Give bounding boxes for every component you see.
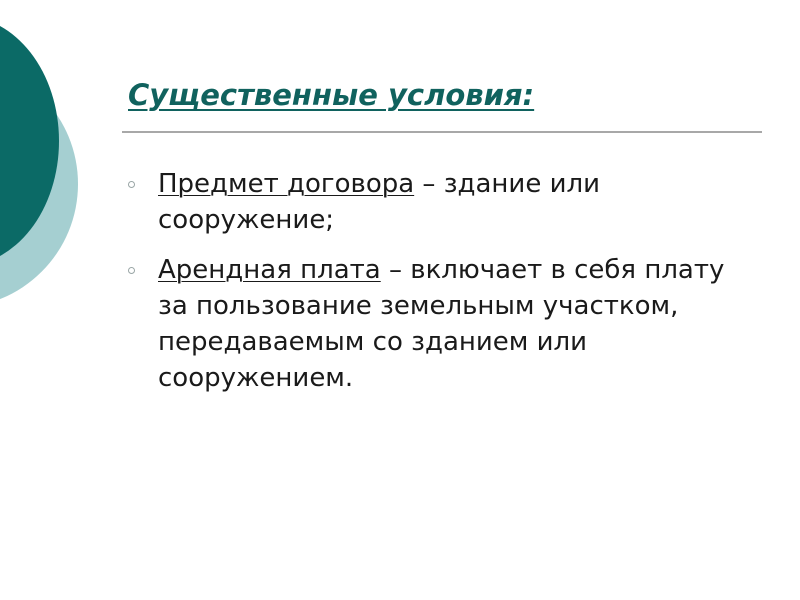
slide-title: Существенные условия: xyxy=(128,78,535,112)
hollow-circle-bullet-icon xyxy=(128,267,135,274)
bullet-term: Арендная плата xyxy=(158,255,381,285)
bullet-text: – включает в себя плату за пользование земельным участком, передаваемым со зданием или сооружением. xyxy=(158,255,725,393)
bullet-text: – здание или сооружение; xyxy=(158,169,601,235)
bullet-item-rent xyxy=(122,252,752,396)
bullet-item-subject xyxy=(122,166,752,238)
bullet-list xyxy=(122,166,752,410)
title-divider xyxy=(122,131,762,133)
bullet-term: Предмет договора xyxy=(158,169,415,199)
hollow-circle-bullet-icon xyxy=(128,181,135,188)
